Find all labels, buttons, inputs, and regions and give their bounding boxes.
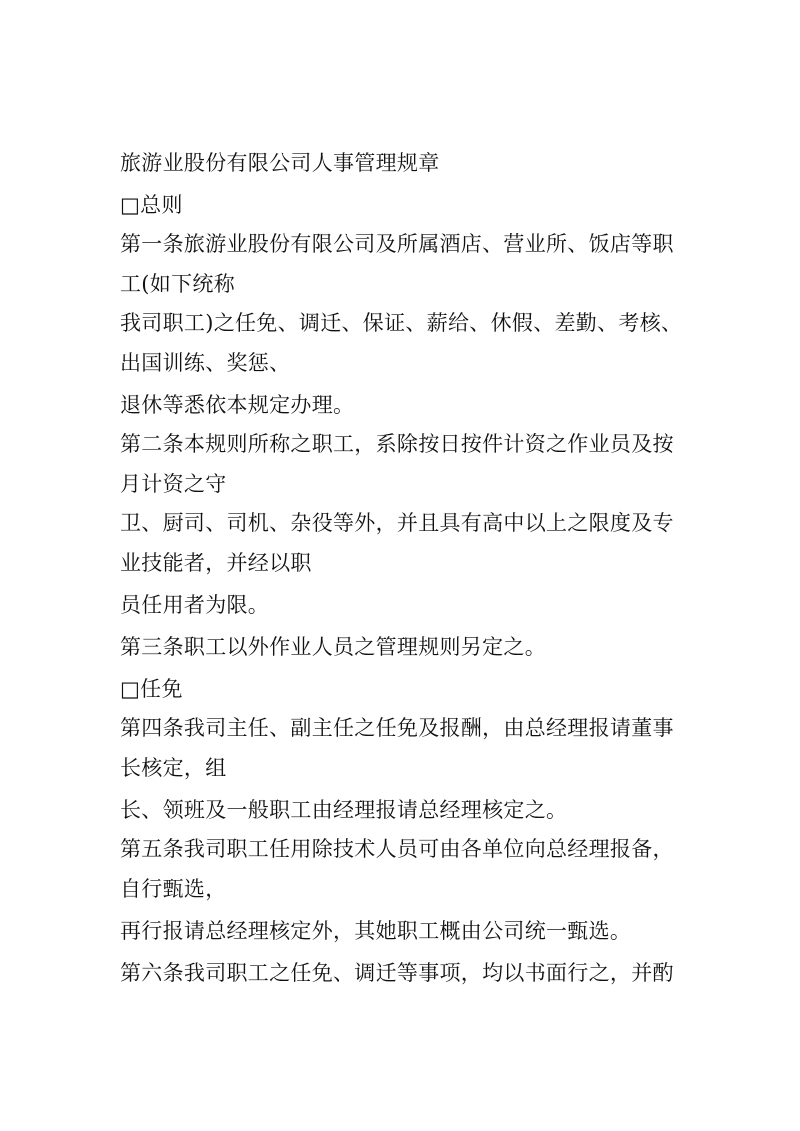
text-line: 业技能者，并经以职 bbox=[120, 551, 312, 575]
text-line: 出国训练、奖惩、 bbox=[120, 351, 291, 375]
document-title: 旅游业股份有限公司人事管理规章 bbox=[120, 151, 440, 175]
text-line: 长、领班及一般职工由经理报请总经理核定之。 bbox=[120, 798, 568, 822]
text-line: 员任用者为限。 bbox=[120, 593, 270, 617]
text-line: 第四条我司主任、副主任之任免及报酬，由总经理报请董事 bbox=[120, 716, 674, 740]
text-line: 第一条旅游业股份有限公司及所属酒店、营业所、饭店等职 bbox=[120, 232, 674, 256]
text-line: 再行报请总经理核定外，其她职工概由公司统一甄选。 bbox=[120, 919, 632, 943]
text-line: 第六条我司职工之任免、调迁等事项，均以书面行之，并酌 bbox=[120, 961, 674, 985]
text-line: 我司职工)之任免、调迁、保证、薪给、休假、差勤、考核、 bbox=[120, 311, 683, 335]
text-line: 第三条职工以外作业人员之管理规则另定之。 bbox=[120, 635, 546, 659]
document-body bbox=[120, 142, 690, 994]
text-line: 工(如下统称 bbox=[120, 272, 235, 296]
text-line: 第二条本规则所称之职工，系除按日按件计资之作业员及按 bbox=[120, 432, 674, 456]
text-line: 自行甄选， bbox=[120, 877, 227, 901]
text-line: 第五条我司职工任用除技术人员可由各单位向总经理报备， bbox=[120, 837, 674, 861]
text-line: 卫、厨司、司机、杂役等外，并且具有高中以上之限度及专 bbox=[120, 511, 674, 535]
text-line: 月计资之守 bbox=[120, 472, 227, 496]
section-heading-appointment: □任免 bbox=[120, 677, 183, 701]
section-heading-general: □总则 bbox=[120, 193, 183, 217]
text-line: 退休等悉依本规定办理。 bbox=[120, 393, 355, 417]
text-line: 长核定，组 bbox=[120, 756, 227, 780]
